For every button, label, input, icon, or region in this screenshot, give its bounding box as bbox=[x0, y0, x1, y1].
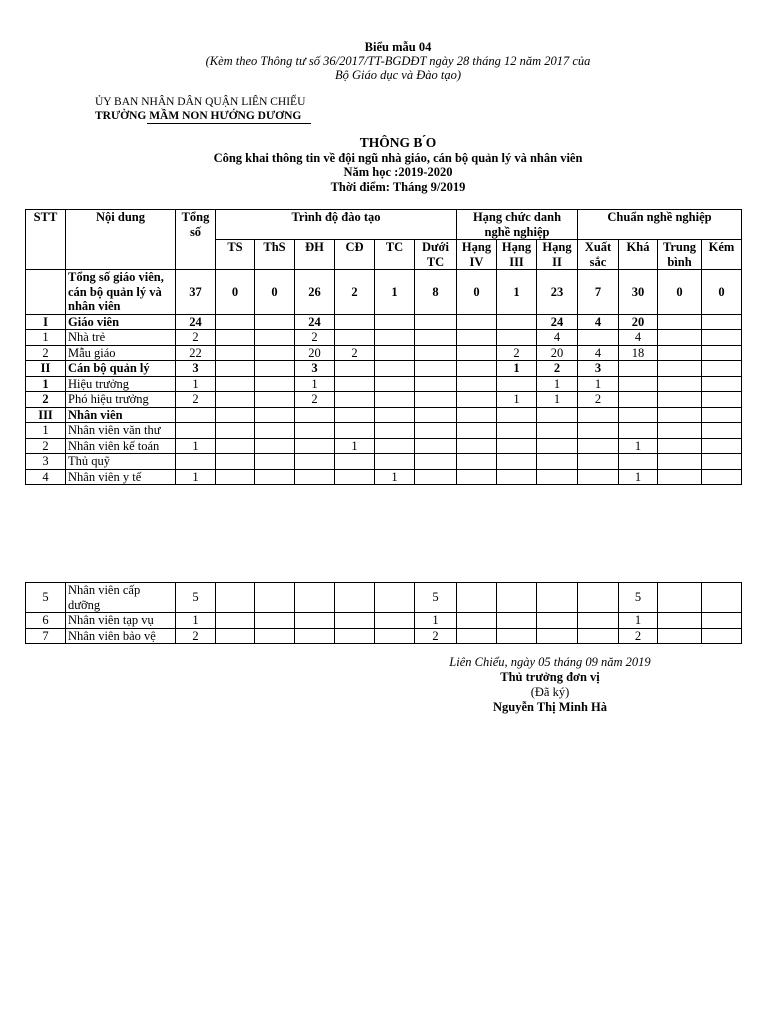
value-cell bbox=[497, 407, 537, 423]
header-professional-rank: Hạng chức danh nghề nghiệp bbox=[457, 210, 578, 240]
value-cell bbox=[457, 361, 497, 377]
place-date: Liên Chiểu, ngày 05 tháng 09 năm 2019 bbox=[449, 655, 651, 669]
value-cell bbox=[375, 314, 415, 330]
value-cell: 1 bbox=[176, 469, 216, 485]
value-cell bbox=[415, 361, 457, 377]
value-cell bbox=[375, 361, 415, 377]
value-cell: 1 bbox=[497, 392, 537, 408]
header-good: Khá bbox=[619, 240, 658, 270]
value-cell bbox=[702, 392, 742, 408]
report-time: Thời điểm: Tháng 9/2019 bbox=[330, 180, 466, 194]
value-cell bbox=[255, 314, 295, 330]
value-cell: 7 bbox=[578, 270, 619, 315]
school-underline bbox=[147, 123, 311, 124]
value-cell: 5 bbox=[176, 583, 216, 613]
value-cell bbox=[375, 454, 415, 470]
value-cell bbox=[375, 407, 415, 423]
value-cell: 2 bbox=[295, 330, 335, 346]
value-cell bbox=[497, 423, 537, 439]
value-cell bbox=[335, 330, 375, 346]
row-label-cell: Phó hiệu trưởng bbox=[66, 392, 176, 408]
value-cell bbox=[537, 454, 578, 470]
school-name: TRƯỜNG MẦM NON HƯỚNG DƯƠNG bbox=[95, 110, 302, 122]
value-cell bbox=[497, 469, 537, 485]
value-cell bbox=[415, 314, 457, 330]
staff-table-continued bbox=[25, 582, 742, 644]
value-cell: 0 bbox=[457, 270, 497, 315]
value-cell: 1 bbox=[497, 361, 537, 377]
header-total: Tổng số bbox=[176, 210, 216, 270]
value-cell bbox=[578, 628, 619, 644]
value-cell bbox=[578, 423, 619, 439]
value-cell bbox=[216, 583, 255, 613]
value-cell bbox=[497, 376, 537, 392]
header-excellent: Xuất sắc bbox=[578, 240, 619, 270]
value-cell bbox=[176, 423, 216, 439]
value-cell bbox=[702, 314, 742, 330]
value-cell: 1 bbox=[375, 469, 415, 485]
value-cell: 1 bbox=[537, 392, 578, 408]
row-label-cell: Hiệu trưởng bbox=[66, 376, 176, 392]
attachment-line-1: (Kèm theo Thông tư số 36/2017/TT-BGDĐT ngày 28 tháng 12 năm 2017 của bbox=[205, 54, 591, 68]
value-cell bbox=[216, 423, 255, 439]
value-cell bbox=[658, 407, 702, 423]
header-professional-standard: Chuẩn nghề nghiệp bbox=[578, 210, 742, 240]
value-cell bbox=[537, 407, 578, 423]
value-cell bbox=[255, 628, 295, 644]
value-cell: 20 bbox=[295, 345, 335, 361]
value-cell: 2 bbox=[335, 270, 375, 315]
row-number-cell bbox=[26, 270, 66, 315]
value-cell bbox=[658, 613, 702, 629]
row-label-cell: Mẫu giáo bbox=[66, 345, 176, 361]
value-cell bbox=[216, 330, 255, 346]
value-cell bbox=[216, 376, 255, 392]
value-cell bbox=[335, 583, 375, 613]
header-cd: CĐ bbox=[335, 240, 375, 270]
value-cell bbox=[537, 469, 578, 485]
value-cell bbox=[497, 438, 537, 454]
row-number-cell: 2 bbox=[26, 438, 66, 454]
value-cell: 2 bbox=[497, 345, 537, 361]
signer-role: Thủ trưởng đơn vị bbox=[500, 670, 600, 684]
value-cell bbox=[216, 345, 255, 361]
value-cell bbox=[255, 438, 295, 454]
school-year: Năm học :2019-2020 bbox=[343, 165, 453, 179]
header-average: Trung bình bbox=[658, 240, 702, 270]
value-cell bbox=[295, 423, 335, 439]
value-cell bbox=[295, 407, 335, 423]
value-cell bbox=[658, 454, 702, 470]
value-cell: 1 bbox=[415, 613, 457, 629]
value-cell bbox=[658, 314, 702, 330]
value-cell bbox=[457, 628, 497, 644]
value-cell bbox=[457, 469, 497, 485]
value-cell bbox=[537, 583, 578, 613]
value-cell bbox=[375, 392, 415, 408]
row-number-cell: III bbox=[26, 407, 66, 423]
value-cell: 18 bbox=[619, 345, 658, 361]
value-cell bbox=[457, 392, 497, 408]
row-label-cell: Tổng số giáo viên, cán bộ quản lý và nhân viên bbox=[66, 270, 176, 315]
value-cell bbox=[457, 330, 497, 346]
value-cell bbox=[255, 583, 295, 613]
row-label-cell: Nhân viên tạp vụ bbox=[66, 613, 176, 629]
value-cell bbox=[658, 628, 702, 644]
value-cell bbox=[375, 628, 415, 644]
header-rank-iv: Hạng IV bbox=[457, 240, 497, 270]
value-cell bbox=[702, 613, 742, 629]
value-cell: 4 bbox=[537, 330, 578, 346]
value-cell bbox=[216, 314, 255, 330]
value-cell: 1 bbox=[176, 613, 216, 629]
table-body bbox=[26, 270, 742, 485]
value-cell: 20 bbox=[619, 314, 658, 330]
row-number-cell: 3 bbox=[26, 454, 66, 470]
row-label-cell: Giáo viên bbox=[66, 314, 176, 330]
value-cell bbox=[619, 376, 658, 392]
value-cell bbox=[457, 454, 497, 470]
value-cell bbox=[578, 583, 619, 613]
header-below-tc: Dưới TC bbox=[415, 240, 457, 270]
value-cell: 5 bbox=[415, 583, 457, 613]
value-cell bbox=[375, 330, 415, 346]
value-cell: 2 bbox=[619, 628, 658, 644]
value-cell bbox=[578, 613, 619, 629]
value-cell bbox=[702, 407, 742, 423]
value-cell: 4 bbox=[619, 330, 658, 346]
value-cell bbox=[295, 583, 335, 613]
value-cell bbox=[497, 583, 537, 613]
row-number-cell: 4 bbox=[26, 469, 66, 485]
value-cell: 2 bbox=[295, 392, 335, 408]
value-cell bbox=[702, 469, 742, 485]
value-cell bbox=[255, 361, 295, 377]
value-cell bbox=[658, 423, 702, 439]
value-cell bbox=[415, 345, 457, 361]
value-cell: 24 bbox=[537, 314, 578, 330]
value-cell bbox=[702, 345, 742, 361]
value-cell: 24 bbox=[176, 314, 216, 330]
value-cell bbox=[255, 407, 295, 423]
value-cell bbox=[497, 314, 537, 330]
table-row bbox=[26, 345, 742, 361]
value-cell bbox=[457, 407, 497, 423]
value-cell bbox=[216, 613, 255, 629]
value-cell bbox=[295, 438, 335, 454]
value-cell bbox=[702, 361, 742, 377]
value-cell: 2 bbox=[176, 330, 216, 346]
table-row bbox=[26, 361, 742, 377]
value-cell bbox=[702, 330, 742, 346]
committee-name: ỦY BAN NHÂN DÂN QUẬN LIÊN CHIỂU bbox=[95, 96, 306, 108]
row-label-cell: Nhân viên bbox=[66, 407, 176, 423]
value-cell bbox=[457, 376, 497, 392]
staff-table bbox=[25, 209, 742, 485]
value-cell bbox=[578, 407, 619, 423]
value-cell bbox=[255, 454, 295, 470]
value-cell bbox=[255, 423, 295, 439]
table-row bbox=[26, 392, 742, 408]
value-cell bbox=[537, 423, 578, 439]
value-cell bbox=[658, 583, 702, 613]
value-cell: 5 bbox=[619, 583, 658, 613]
row-label-cell: Nhà trẻ bbox=[66, 330, 176, 346]
value-cell bbox=[702, 376, 742, 392]
value-cell bbox=[216, 438, 255, 454]
value-cell: 1 bbox=[176, 438, 216, 454]
value-cell bbox=[457, 583, 497, 613]
table-row bbox=[26, 469, 742, 485]
value-cell bbox=[216, 392, 255, 408]
value-cell bbox=[375, 423, 415, 439]
row-number-cell: 1 bbox=[26, 423, 66, 439]
organization-block bbox=[95, 95, 305, 123]
header-rank-ii: Hạng II bbox=[537, 240, 578, 270]
document-subtitle: Công khai thông tin về đội ngũ nhà giáo, cán bộ quản lý và nhân viên bbox=[213, 151, 583, 165]
row-label-cell: Nhân viên cấp dưỡng bbox=[66, 583, 176, 613]
row-number-cell: 2 bbox=[26, 345, 66, 361]
table-row bbox=[26, 454, 742, 470]
value-cell bbox=[702, 438, 742, 454]
value-cell bbox=[335, 407, 375, 423]
value-cell bbox=[578, 469, 619, 485]
value-cell bbox=[295, 613, 335, 629]
value-cell: 1 bbox=[295, 376, 335, 392]
value-cell bbox=[335, 392, 375, 408]
row-number-cell: 6 bbox=[26, 613, 66, 629]
value-cell bbox=[619, 392, 658, 408]
value-cell bbox=[457, 345, 497, 361]
value-cell: 0 bbox=[255, 270, 295, 315]
value-cell: 1 bbox=[578, 376, 619, 392]
header-content: Nội dung bbox=[66, 210, 176, 270]
header-dh: ĐH bbox=[295, 240, 335, 270]
value-cell bbox=[335, 454, 375, 470]
row-number-cell: 1 bbox=[26, 376, 66, 392]
value-cell: 3 bbox=[295, 361, 335, 377]
value-cell: 2 bbox=[578, 392, 619, 408]
value-cell bbox=[415, 376, 457, 392]
value-cell bbox=[497, 613, 537, 629]
value-cell bbox=[216, 469, 255, 485]
value-cell bbox=[335, 314, 375, 330]
value-cell bbox=[375, 376, 415, 392]
value-cell bbox=[255, 330, 295, 346]
row-label-cell: Nhân viên văn thư bbox=[66, 423, 176, 439]
value-cell bbox=[497, 330, 537, 346]
value-cell bbox=[619, 407, 658, 423]
value-cell bbox=[702, 454, 742, 470]
value-cell bbox=[415, 454, 457, 470]
value-cell bbox=[415, 330, 457, 346]
value-cell: 4 bbox=[578, 314, 619, 330]
value-cell bbox=[658, 438, 702, 454]
value-cell bbox=[255, 613, 295, 629]
row-label-cell: Nhân viên kế toán bbox=[66, 438, 176, 454]
value-cell: 8 bbox=[415, 270, 457, 315]
row-label-cell: Nhân viên bảo vệ bbox=[66, 628, 176, 644]
value-cell bbox=[335, 469, 375, 485]
value-cell bbox=[335, 628, 375, 644]
value-cell: 30 bbox=[619, 270, 658, 315]
signer-name: Nguyễn Thị Minh Hà bbox=[492, 700, 608, 714]
value-cell bbox=[537, 613, 578, 629]
value-cell bbox=[335, 613, 375, 629]
signed-note: (Đã ký) bbox=[530, 685, 570, 699]
value-cell: 2 bbox=[176, 628, 216, 644]
value-cell bbox=[375, 345, 415, 361]
value-cell: 1 bbox=[619, 438, 658, 454]
attachment-line-2: Bộ Giáo dục và Đào tạo) bbox=[334, 68, 462, 82]
value-cell bbox=[619, 423, 658, 439]
row-number-cell: II bbox=[26, 361, 66, 377]
value-cell bbox=[335, 376, 375, 392]
value-cell bbox=[658, 469, 702, 485]
row-number-cell: 7 bbox=[26, 628, 66, 644]
value-cell bbox=[658, 345, 702, 361]
row-label-cell: Thủ quỹ bbox=[66, 454, 176, 470]
value-cell bbox=[255, 392, 295, 408]
value-cell bbox=[295, 628, 335, 644]
value-cell bbox=[415, 392, 457, 408]
value-cell bbox=[375, 438, 415, 454]
value-cell bbox=[537, 628, 578, 644]
value-cell bbox=[702, 423, 742, 439]
value-cell bbox=[578, 330, 619, 346]
document-title: THÔNG B ́O bbox=[359, 135, 437, 150]
value-cell: 23 bbox=[537, 270, 578, 315]
row-label-cell: Cán bộ quản lý bbox=[66, 361, 176, 377]
value-cell bbox=[578, 438, 619, 454]
value-cell bbox=[457, 314, 497, 330]
value-cell: 22 bbox=[176, 345, 216, 361]
value-cell bbox=[375, 613, 415, 629]
value-cell: 4 bbox=[578, 345, 619, 361]
header-poor: Kém bbox=[702, 240, 742, 270]
header-ts: TS bbox=[216, 240, 255, 270]
value-cell: 20 bbox=[537, 345, 578, 361]
table-row bbox=[26, 407, 742, 423]
value-cell bbox=[415, 407, 457, 423]
value-cell: 3 bbox=[176, 361, 216, 377]
header-rank-iii: Hạng III bbox=[497, 240, 537, 270]
value-cell bbox=[497, 454, 537, 470]
value-cell bbox=[415, 438, 457, 454]
row-label-cell: Nhân viên y tế bbox=[66, 469, 176, 485]
value-cell bbox=[619, 454, 658, 470]
table-row bbox=[26, 270, 742, 315]
row-number-cell: 5 bbox=[26, 583, 66, 613]
value-cell bbox=[255, 469, 295, 485]
value-cell: 2 bbox=[335, 345, 375, 361]
value-cell: 0 bbox=[658, 270, 702, 315]
value-cell bbox=[658, 392, 702, 408]
value-cell bbox=[415, 423, 457, 439]
value-cell bbox=[658, 361, 702, 377]
value-cell: 26 bbox=[295, 270, 335, 315]
value-cell: 37 bbox=[176, 270, 216, 315]
table-row bbox=[26, 583, 742, 613]
form-number: Biểu mẫu 04 bbox=[364, 40, 432, 54]
table-row bbox=[26, 438, 742, 454]
value-cell bbox=[702, 628, 742, 644]
table-row bbox=[26, 330, 742, 346]
row-number-cell: 2 bbox=[26, 392, 66, 408]
value-cell bbox=[702, 583, 742, 613]
value-cell bbox=[295, 469, 335, 485]
value-cell bbox=[216, 628, 255, 644]
value-cell bbox=[457, 613, 497, 629]
value-cell: 2 bbox=[537, 361, 578, 377]
value-cell: 1 bbox=[335, 438, 375, 454]
value-cell bbox=[497, 628, 537, 644]
table-row bbox=[26, 423, 742, 439]
value-cell bbox=[255, 345, 295, 361]
value-cell: 1 bbox=[619, 469, 658, 485]
value-cell: 1 bbox=[619, 613, 658, 629]
value-cell: 3 bbox=[578, 361, 619, 377]
header-training-level: Trình độ đào tạo bbox=[216, 210, 457, 240]
value-cell bbox=[216, 454, 255, 470]
value-cell: 2 bbox=[415, 628, 457, 644]
header-stt: STT bbox=[26, 210, 66, 270]
value-cell bbox=[457, 438, 497, 454]
value-cell: 2 bbox=[176, 392, 216, 408]
row-number-cell: I bbox=[26, 314, 66, 330]
value-cell bbox=[216, 407, 255, 423]
value-cell bbox=[176, 454, 216, 470]
value-cell bbox=[335, 423, 375, 439]
value-cell: 1 bbox=[497, 270, 537, 315]
table-row bbox=[26, 314, 742, 330]
value-cell bbox=[658, 330, 702, 346]
value-cell bbox=[295, 454, 335, 470]
value-cell bbox=[335, 361, 375, 377]
value-cell: 24 bbox=[295, 314, 335, 330]
table-row bbox=[26, 376, 742, 392]
header-ths: ThS bbox=[255, 240, 295, 270]
table-row bbox=[26, 628, 742, 644]
value-cell bbox=[658, 376, 702, 392]
header-tc: TC bbox=[375, 240, 415, 270]
value-cell bbox=[255, 376, 295, 392]
value-cell bbox=[375, 583, 415, 613]
value-cell bbox=[176, 407, 216, 423]
value-cell: 1 bbox=[375, 270, 415, 315]
value-cell: 1 bbox=[537, 376, 578, 392]
value-cell: 0 bbox=[702, 270, 742, 315]
table-body-continued bbox=[26, 583, 742, 644]
value-cell: 1 bbox=[176, 376, 216, 392]
row-number-cell: 1 bbox=[26, 330, 66, 346]
table-row bbox=[26, 613, 742, 629]
value-cell bbox=[619, 361, 658, 377]
value-cell bbox=[457, 423, 497, 439]
value-cell bbox=[216, 361, 255, 377]
value-cell: 0 bbox=[216, 270, 255, 315]
value-cell bbox=[537, 438, 578, 454]
value-cell bbox=[415, 469, 457, 485]
value-cell bbox=[578, 454, 619, 470]
